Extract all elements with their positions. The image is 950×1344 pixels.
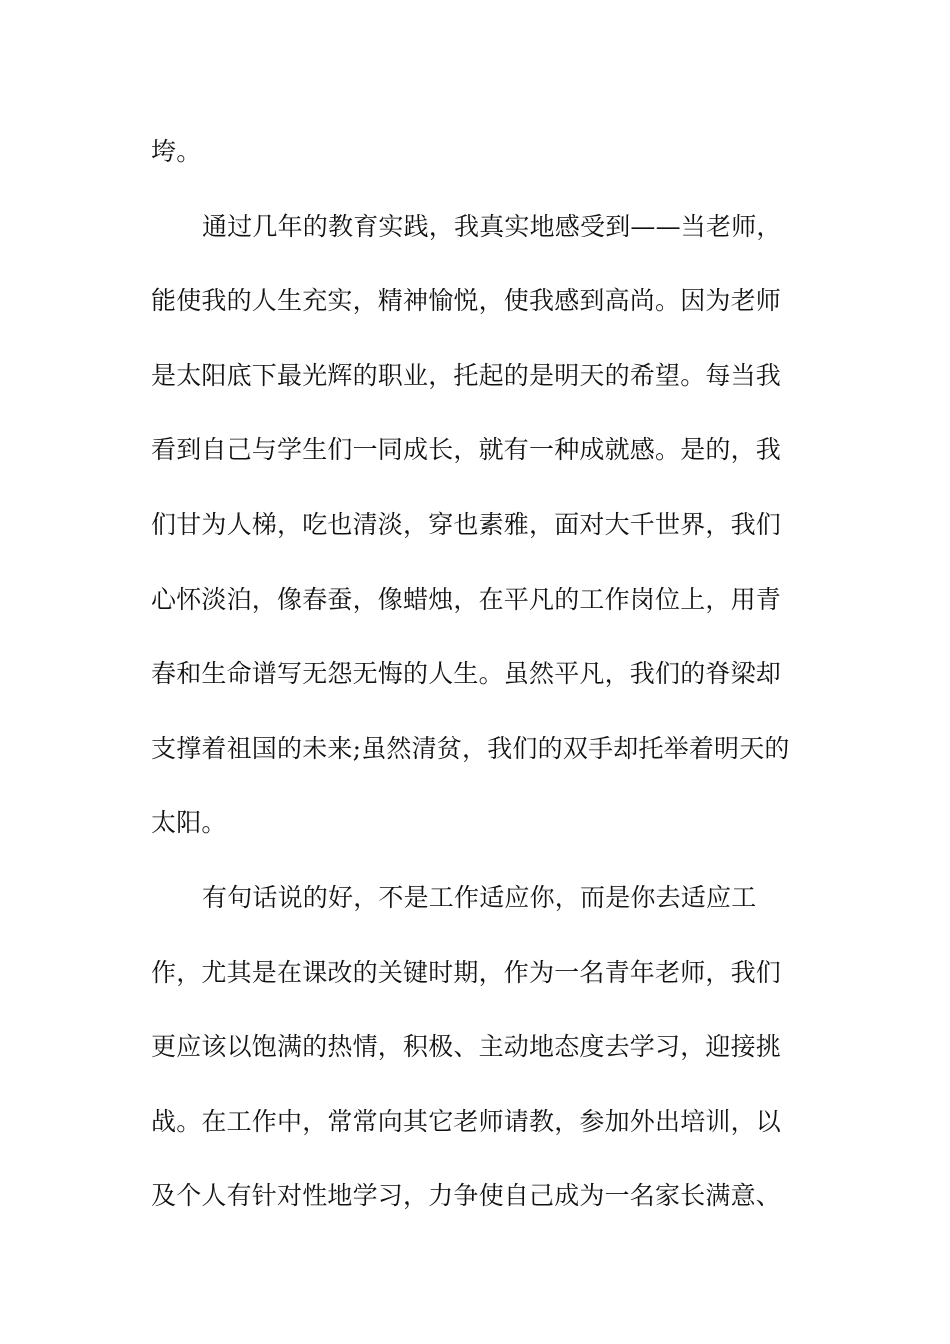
text-line: 们甘为人梯，吃也清淡，穿也素雅，面对大千世界，我们 (151, 510, 782, 539)
text-line: 看到自己与学生们一同成长，就有一种成就感。是的，我 (151, 435, 782, 464)
text-line: 是太阳底下最光辉的职业，托起的是明天的希望。每当我 (151, 361, 782, 390)
paragraph-first-line: 通过几年的教育实践，我真实地感受到——当老师， (202, 212, 782, 241)
text-line: 垮。 (151, 137, 202, 166)
text-line: 及个人有针对性地学习，力争使自己成为一名家长满意、 (151, 1181, 782, 1210)
text-line: 太阳。 (151, 808, 227, 837)
text-line: 春和生命谱写无怨无悔的人生。虽然平凡，我们的脊梁却 (151, 659, 782, 688)
text-line: 能使我的人生充实，精神愉悦，使我感到高尚。因为老师 (151, 286, 782, 315)
text-line: 支撑着祖国的未来;虽然清贫，我们的双手却托举着明天的 (151, 734, 790, 763)
text-line: 作，尤其是在课改的关键时期，作为一名青年老师，我们 (151, 958, 782, 987)
paragraph-first-line: 有句话说的好，不是工作适应你，而是你去适应工 (202, 883, 757, 912)
text-line: 心怀淡泊，像春蚕，像蜡烛，在平凡的工作岗位上，用青 (151, 585, 782, 614)
text-line: 战。在工作中，常常向其它老师请教，参加外出培训，以 (151, 1107, 782, 1136)
text-line: 更应该以饱满的热情，积极、主动地态度去学习，迎接挑 (151, 1032, 782, 1061)
